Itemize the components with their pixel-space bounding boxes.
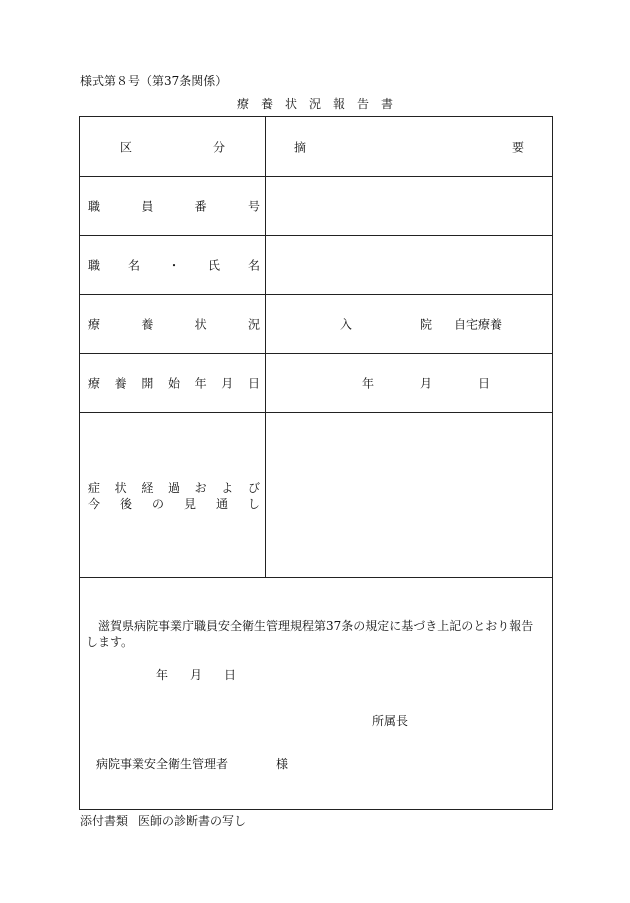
treatment-status-field [266, 295, 552, 353]
honorific: 様 [276, 757, 289, 771]
report-form-table [79, 116, 553, 810]
home-treatment-option[interactable]: 自宅療養 [454, 317, 503, 332]
month-unit: 月 [190, 668, 203, 682]
label-char: 氏 [207, 258, 220, 273]
symptoms-outlook-label [80, 413, 266, 577]
label-char: 日 [247, 376, 260, 391]
addressee-name: 病院事業安全衛生管理者 [96, 757, 229, 771]
label-char: 職 [88, 199, 101, 214]
day-unit: 日 [478, 376, 491, 391]
year-unit: 年 [156, 668, 169, 682]
label-char: よ [221, 481, 234, 495]
label-char: 名 [127, 258, 140, 273]
header-category-char: 分 [212, 140, 225, 154]
header-summary-cell [266, 117, 552, 176]
label-char: 番 [194, 199, 207, 214]
addressee [96, 755, 288, 772]
table-header-row [80, 117, 552, 177]
treatment-start-date-field[interactable] [266, 354, 552, 412]
label-char: 状 [114, 481, 127, 495]
label-char: 況 [247, 317, 260, 332]
label-char: 見 [183, 497, 196, 511]
option-char: 入 [340, 317, 353, 332]
hospitalization-option[interactable] [340, 316, 432, 333]
label-char: 始 [167, 376, 180, 391]
treatment-start-date-row [80, 354, 552, 413]
label-char: 年 [194, 376, 207, 391]
position-name-field[interactable] [266, 236, 552, 294]
treatment-start-date-label [80, 354, 266, 412]
label-char: 号 [247, 199, 260, 214]
header-category-char: 区 [120, 140, 133, 154]
label-char: の [151, 497, 164, 511]
year-unit: 年 [362, 376, 375, 391]
label-char: 名 [247, 258, 260, 273]
affiliation-head-label: 所属長 [372, 714, 409, 728]
label-char: 後 [119, 497, 132, 511]
position-name-label [80, 236, 266, 294]
declaration-text: 滋賀県病院事業庁職員安全衛生管理規程第37条の規定に基づき上記のとおり報告します。 [86, 619, 534, 649]
label-char: 経 [141, 481, 154, 495]
position-name-row [80, 236, 552, 295]
label-char: ・ [167, 258, 180, 273]
label-char: び [247, 481, 260, 495]
day-unit: 日 [224, 668, 237, 682]
label-char: 養 [141, 317, 154, 332]
label-char: し [247, 497, 260, 511]
label-char: 月 [221, 376, 234, 391]
label-char: 過 [167, 481, 180, 495]
declaration-date[interactable] [156, 666, 236, 683]
symptoms-outlook-row [80, 413, 552, 578]
label-char: 状 [194, 317, 207, 332]
label-char: 員 [141, 199, 154, 214]
attachment-content: 医師の診断書の写し [138, 814, 247, 828]
attachment-note [80, 812, 246, 829]
employee-number-label [80, 177, 266, 235]
employee-number-field[interactable] [266, 177, 552, 235]
label-char: 療 [88, 317, 101, 332]
employee-number-row [80, 177, 552, 236]
label-char: 療 [88, 376, 101, 391]
treatment-status-label [80, 295, 266, 353]
header-summary-char: 摘 [294, 140, 307, 154]
label-char: 開 [141, 376, 154, 391]
label-char: 養 [114, 376, 127, 391]
form-number: 様式第８号（第37条関係） [80, 74, 228, 88]
option-char: 院 [419, 317, 432, 332]
declaration-section [80, 578, 552, 809]
document-title: 療 養 状 況 報 告 書 [236, 97, 393, 111]
month-unit: 月 [420, 376, 433, 391]
header-summary-char: 要 [511, 140, 524, 154]
attachment-label: 添付書類 [80, 814, 129, 828]
symptoms-outlook-field[interactable] [266, 413, 552, 577]
label-char: 症 [88, 481, 101, 495]
label-char: 職 [88, 258, 101, 273]
treatment-status-row [80, 295, 552, 354]
header-category-cell [80, 117, 266, 176]
label-char: 今 [88, 497, 101, 511]
label-char: お [194, 481, 207, 495]
label-char: 通 [215, 497, 228, 511]
